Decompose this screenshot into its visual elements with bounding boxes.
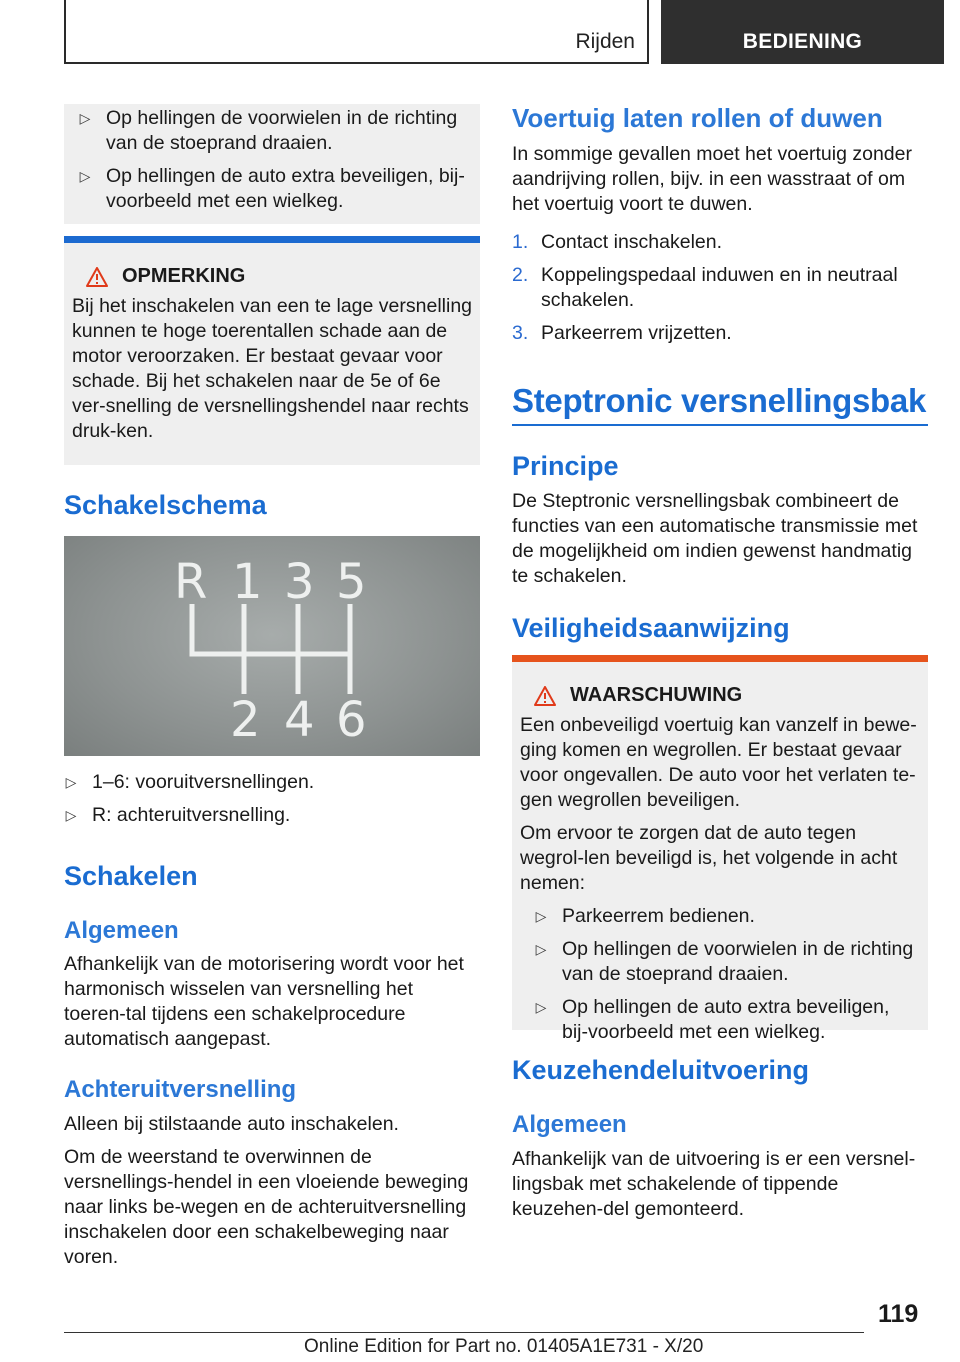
gear-label-1: 1 <box>232 554 263 610</box>
triangle-bullet-icon: ▷ <box>535 999 547 1015</box>
heading-steptronic: Steptronic versnellingsbak <box>512 382 926 419</box>
list-item: ▷ R: achteruitversnelling. <box>50 803 466 828</box>
triangle-bullet-icon: ▷ <box>79 110 91 126</box>
principe-text: De Steptronic versnellingsbak combineert de functies van een automatische transmissie met de mogelijkheid om indien gewenst handmatig te schakelen. <box>512 490 918 587</box>
list-item: ▷ Op hellingen de auto extra beveiligen, bij-voorbeeld met een wielkeg. <box>520 995 920 1045</box>
warning-triangle-icon <box>534 686 556 706</box>
list-item: ▷ Op hellingen de voorwielen in de richting van de stoeprand draaien. <box>64 106 480 156</box>
gear-label-6: 6 <box>336 692 367 748</box>
achteruit-text-2: Om de weerstand te overwinnen de versnellings-hendel in een vloeiende beweging naar links be-wegen en de achteruitversnelling inschakelen door een schakelbeweging naar voren. <box>64 1146 469 1268</box>
page-number: 119 <box>878 1300 919 1328</box>
gear-label-5: 5 <box>336 554 367 610</box>
warning-bar <box>512 655 928 662</box>
heading-principe: Principe <box>512 451 619 481</box>
warning-triangle-icon <box>86 267 108 287</box>
heading-algemeen-keuze: Algemeen <box>512 1111 627 1138</box>
gear-label-r: R <box>174 554 208 610</box>
header-box <box>64 0 649 64</box>
section-title: Rijden <box>575 30 635 53</box>
heading-achteruitversnelling: Achteruitversnelling <box>64 1076 297 1103</box>
list-item: ▷ Parkeerrem bedienen. <box>520 904 920 929</box>
list-item: ▷ Op hellingen de auto extra beveiligen, bij-voorbeeld met een wielkeg. <box>64 164 480 214</box>
heading-schakelen: Schakelen <box>64 861 198 891</box>
gear-pattern-graphic <box>64 536 480 756</box>
heading-schakelschema: Schakelschema <box>64 490 267 520</box>
footer-divider <box>64 1332 864 1333</box>
notice-box <box>64 236 480 465</box>
warning-text-2: Om ervoor te zorgen dat de auto tegen wegrol-len beveiligd is, het volgende in acht nemen: <box>520 822 898 894</box>
list-item: 1. Contact inschakelen. <box>512 231 723 253</box>
heading-voertuig-rollen: Voertuig laten rollen of duwen <box>512 103 883 133</box>
list-item: 3. Parkeerrem vrijzetten. <box>512 322 732 344</box>
chapter-label: BEDIENING <box>742 30 863 53</box>
notice-text: Bij het inschakelen van een te lage versnelling kunnen te hoge toerentallen schade aan de motor veroorzaken. Er bestaat gevaar voor schade. Bij het schakelen naar de 5e of 6e ver-snelling de versnellingshendel naar rechts druk-ken. <box>72 295 473 442</box>
rollen-steps <box>512 230 928 354</box>
gear-diagram <box>64 536 480 756</box>
bullet-box <box>64 104 480 224</box>
notice-bar <box>64 236 480 243</box>
triangle-bullet-icon: ▷ <box>65 774 77 790</box>
warning-text-1: Een onbeveiligd voertuig kan vanzelf in bewe-ging komen en wegrollen. Er bestaat gevaar voor ongevallen. De auto voor het verlaten te-gen wegrollen beveiligen. <box>520 714 917 811</box>
list-item: ▷ 1–6: vooruitversnellingen. <box>50 770 466 795</box>
warning-box <box>512 655 928 1043</box>
gear-label-2: 2 <box>230 692 261 748</box>
keuze-text: Afhankelijk van de uitvoering is er een versnel-lingsbak met schakelende of tippende keuzehen-del gemonteerd. <box>512 1148 916 1220</box>
triangle-bullet-icon: ▷ <box>79 168 91 184</box>
footer-edition-text: Online Edition for Part no. 01405A1E731 - X/20 <box>304 1336 704 1357</box>
gear-label-3: 3 <box>284 554 315 610</box>
heading-keuzehendel: Keuzehendeluitvoering <box>512 1055 810 1085</box>
notice-title: OPMERKING <box>122 265 246 287</box>
triangle-bullet-icon: ▷ <box>535 908 547 924</box>
list-item: ▷ Op hellingen de voorwielen in de richting van de stoeprand draaien. <box>520 937 920 987</box>
warning-title: WAARSCHUWING <box>570 684 743 706</box>
algemeen-text: Afhankelijk van de motorisering wordt voor het harmonisch wisselen van versnelling het toeren-tal tijdens een schakelprocedure automatisch aangepast. <box>64 953 464 1050</box>
gear-label-4: 4 <box>284 692 315 748</box>
triangle-bullet-icon: ▷ <box>535 941 547 957</box>
gear-bullets <box>50 770 466 836</box>
rollen-text: In sommige gevallen moet het voertuig zonder aandrijving rollen, bijv. in een wasstraat of om het voertuig voort te duwen. <box>512 143 912 215</box>
chapter-tab <box>661 0 944 64</box>
heading-veiligheid: Veiligheidsaanwijzing <box>512 613 790 643</box>
heading-underline <box>512 424 928 426</box>
heading-algemeen: Algemeen <box>64 917 179 944</box>
list-item: 2. Koppelingspedaal induwen en in neutraal schakelen. <box>512 264 898 311</box>
triangle-bullet-icon: ▷ <box>65 807 77 823</box>
achteruit-text-1: Alleen bij stilstaande auto inschakelen. <box>64 1113 399 1135</box>
